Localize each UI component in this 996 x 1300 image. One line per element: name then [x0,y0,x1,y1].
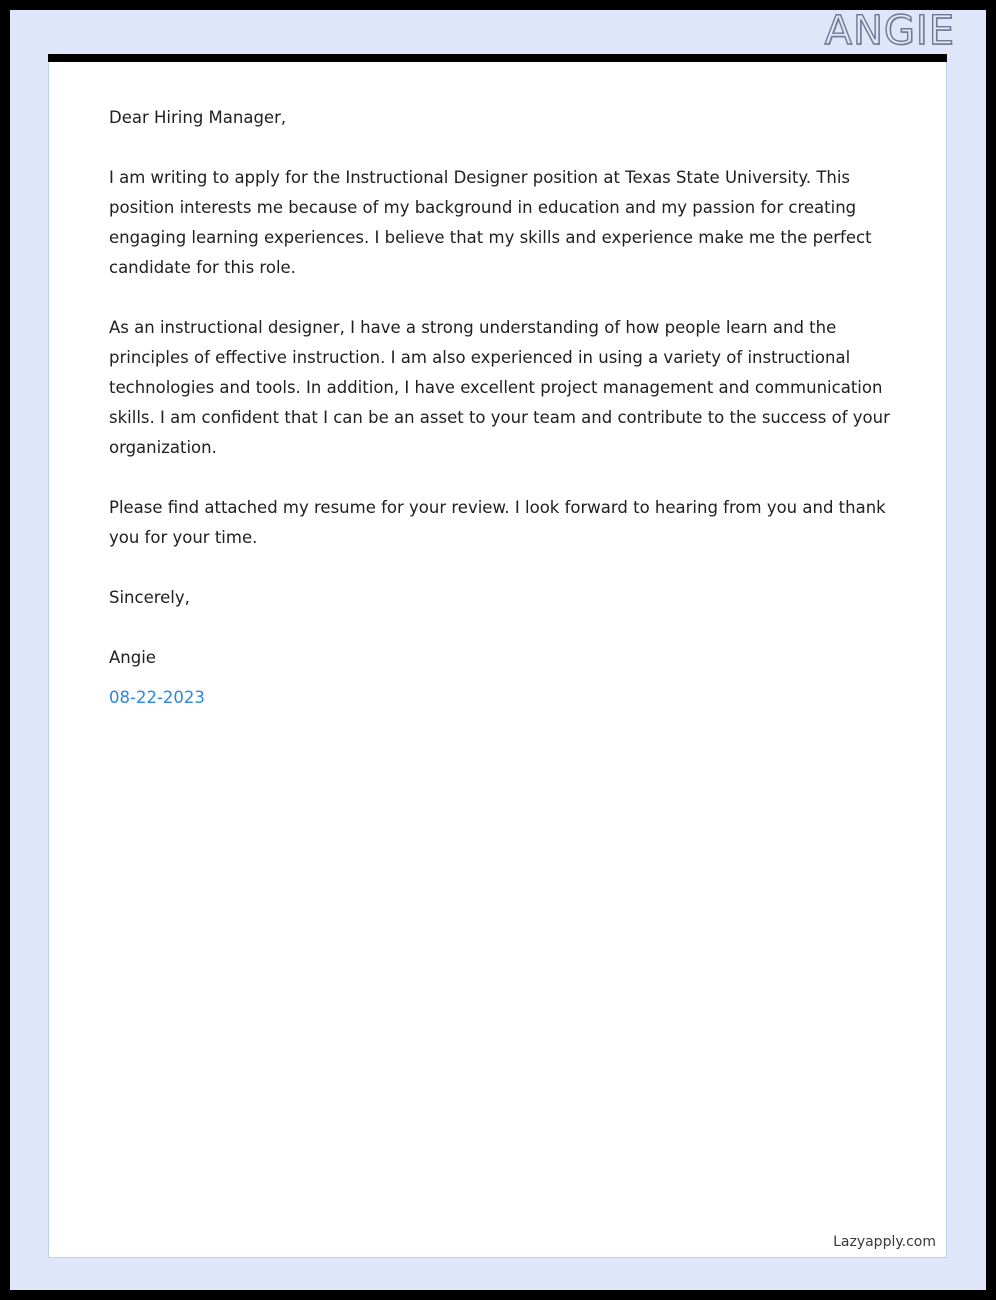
signature-name: Angie [109,648,156,667]
salutation: Dear Hiring Manager, [109,108,287,127]
body-paragraph-3: Please find attached my resume for your review. I look forward to hearing from you and thank you for your time. [109,498,886,547]
closing-salutation: Sincerely, [109,588,190,607]
body-paragraph-1: I am writing to apply for the Instructional Designer position at Texas State University. This position interests me because of my background in education and my passion for creating engaging learning experiences. I believe that my skills and experience make me the perfect candidate for this role. [109,168,872,277]
document-frame [10,10,986,1290]
footer-branding: Lazyapply.com [833,1234,936,1250]
letterhead [10,10,986,54]
letterhead-name: ANGIE [824,8,955,54]
letter-sheet [48,54,947,1258]
header-rule-divider [48,54,947,62]
letter-date: 08-22-2023 [109,688,205,707]
letter-body [109,103,904,713]
body-paragraph-2: As an instructional designer, I have a strong understanding of how people learn and the principles of effective instruction. I am also experienced in using a variety of instructional technologies and tools. In addition, I have excellent project management and communication skills. I am confident that I can be an asset to your team and contribute to the success of your organization. [109,318,890,457]
